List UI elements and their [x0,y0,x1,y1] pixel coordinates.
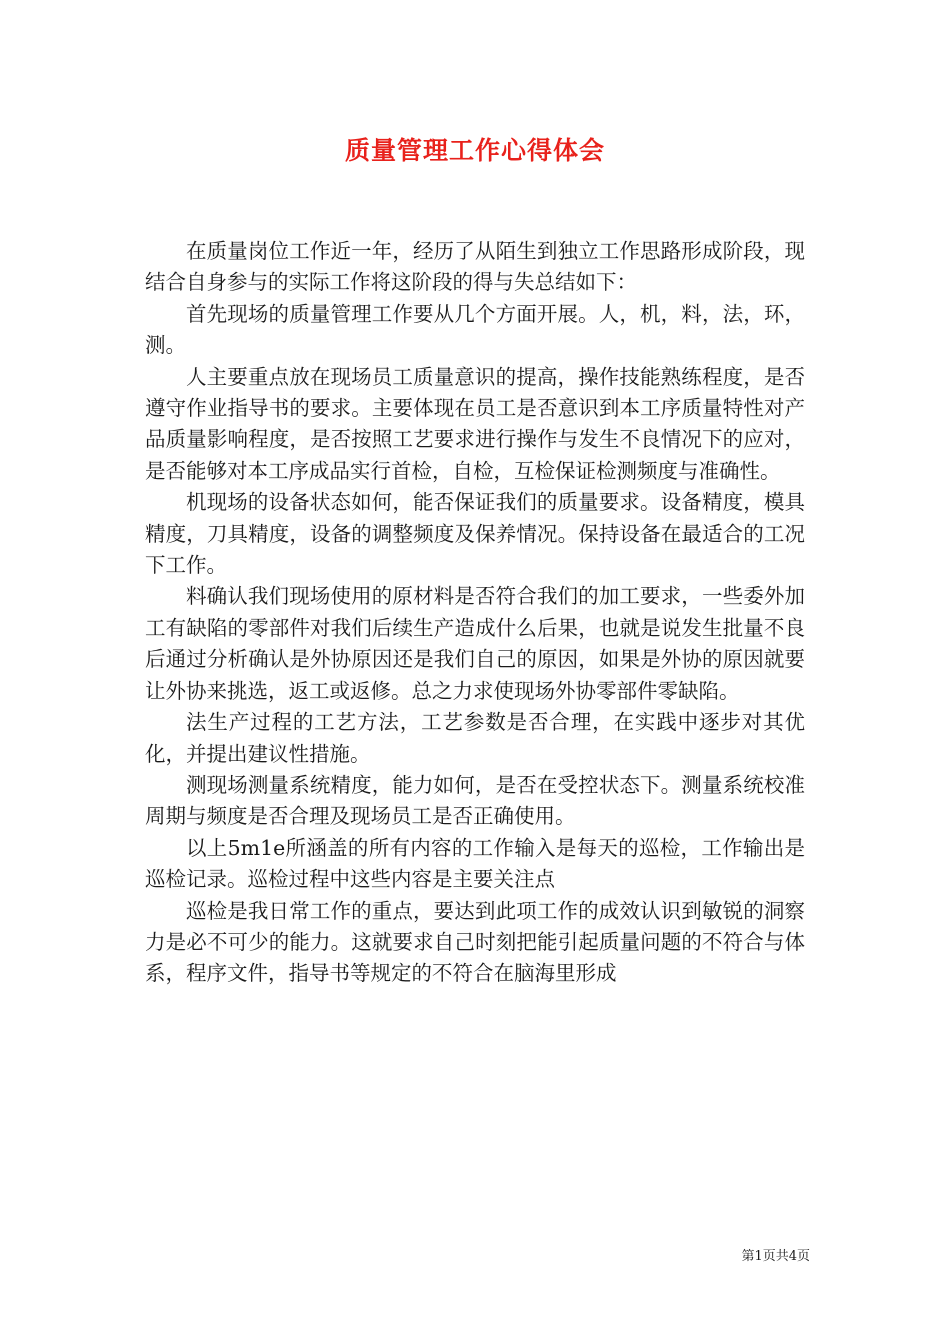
paragraph-man: 人主要重点放在现场员工质量意识的提高，操作技能熟练程度，是否遵守作业指导书的要求。主要体现在员工是否意识到本工序质量特性对产品质量影响程度，是否按照工艺要求进行操作与发生不良情况下的应对，是否能够对本工序成品实行首检，自检，互检保证检测频度与准确性。 [145,364,805,483]
page-number: 第1页共4页 [741,1249,810,1264]
paragraph-material: 料确认我们现场使用的原材料是否符合我们的加工要求，一些委外加工有缺陷的零部件对我们后续生产造成什么后果，也就是说发生批量不良后通过分析确认是外协原因还是我们自己的原因，如果是外协的原因就要让外协来挑选，返工或返修。总之力求使现场外协零部件零缺陷。 [145,584,805,703]
document-body [145,236,805,990]
paragraph-method: 法生产过程的工艺方法，工艺参数是否合理，在实践中逐步对其优化，并提出建议性措施。 [145,710,805,766]
paragraph-5m1e: 以上5m1e所涵盖的所有内容的工作输入是每天的巡检，工作输出是巡检记录。巡检过程中这些内容是主要关注点 [145,835,805,892]
paragraph-intro: 在质量岗位工作近一年，经历了从陌生到独立工作思路形成阶段，现结合自身参与的实际工作将这阶段的得与失总结如下： [145,239,805,295]
paragraph-measurement: 测现场测量系统精度，能力如何，是否在受控状态下。测量系统校准周期与频度是否合理及现场员工是否正确使用。 [145,772,805,829]
paragraph-machine: 机现场的设备状态如何，能否保证我们的质量要求。设备精度，模具精度，刀具精度，设备的调整频度及保养情况。保持设备在最适合的工况下工作。 [145,490,805,578]
document-title: 质量管理工作心得体会 [344,136,605,165]
paragraph-aspects: 首先现场的质量管理工作要从几个方面开展。人，机，料，法，环，测。 [145,301,805,358]
paragraph-inspection: 巡检是我日常工作的重点，要达到此项工作的成效认识到敏锐的洞察力是必不可少的能力。这就要求自己时刻把能引起质量问题的不符合与体系，程序文件，指导书等规定的不符合在脑海里形成 [145,898,805,986]
